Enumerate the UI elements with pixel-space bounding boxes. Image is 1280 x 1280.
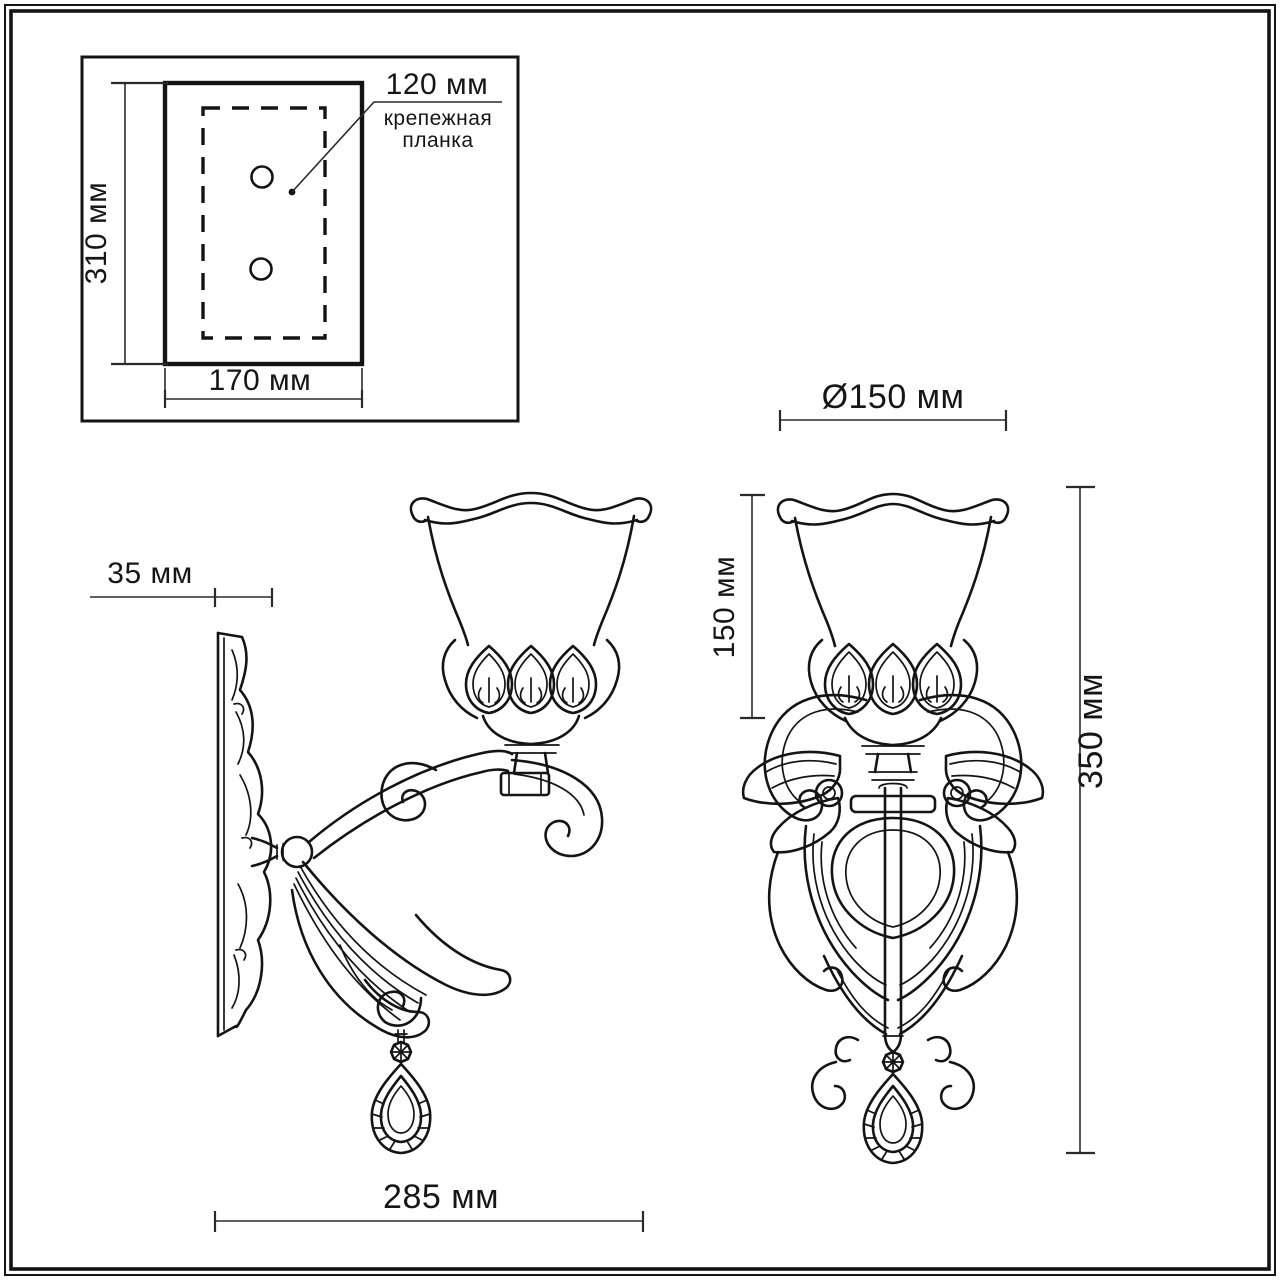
- dim-shade-diameter-150: [780, 378, 1006, 431]
- dim-projection-285: [215, 1178, 643, 1232]
- side-leaf-cluster: [292, 862, 510, 1037]
- side-view: [218, 493, 651, 1153]
- central-column: [879, 784, 907, 1053]
- dim-total-height-350: [1066, 487, 1110, 1153]
- shade-height-label: 150 мм: [708, 555, 741, 659]
- arm-c-scroll: [512, 760, 602, 856]
- plate-height-label: 310 мм: [80, 181, 113, 285]
- diameter-label: Ø150 мм: [821, 378, 965, 416]
- mounting-plate-inset: [80, 57, 518, 421]
- depth-label: 35 мм: [107, 557, 193, 590]
- bar-caption-line1: крепежная: [383, 107, 493, 130]
- front-glass-shade: [778, 494, 1008, 646]
- arm-upper-scroll: [381, 763, 436, 820]
- side-wall-plate: [218, 633, 271, 1036]
- ball-knob: [282, 837, 312, 867]
- projection-label: 285 мм: [383, 1178, 499, 1216]
- plate-relief-outline: [218, 633, 271, 1036]
- side-glass-shade: [411, 493, 651, 645]
- left-rosette: [816, 780, 842, 806]
- right-rosette: [944, 780, 970, 806]
- dim-shade-height-150: [708, 495, 765, 718]
- central-shield: [832, 818, 954, 938]
- front-backplate-ornament: [743, 695, 1043, 1109]
- total-height-label: 350 мм: [1072, 673, 1110, 789]
- bar-caption-line2: планка: [402, 129, 474, 152]
- front-pendant: [864, 1052, 922, 1163]
- side-pendant: [372, 1030, 430, 1153]
- plate-width-label: 170 мм: [208, 364, 312, 397]
- front-leaf-crown: [809, 640, 977, 780]
- crossbar: [851, 796, 935, 812]
- front-cup-bowl: [845, 718, 941, 745]
- side-arm: [309, 751, 602, 858]
- dim-depth-35: [90, 557, 272, 607]
- side-cup-bowl: [483, 716, 579, 744]
- side-leaf-crown: [443, 640, 619, 773]
- bar-offset-label: 120 мм: [385, 68, 489, 101]
- front-view: [743, 494, 1043, 1163]
